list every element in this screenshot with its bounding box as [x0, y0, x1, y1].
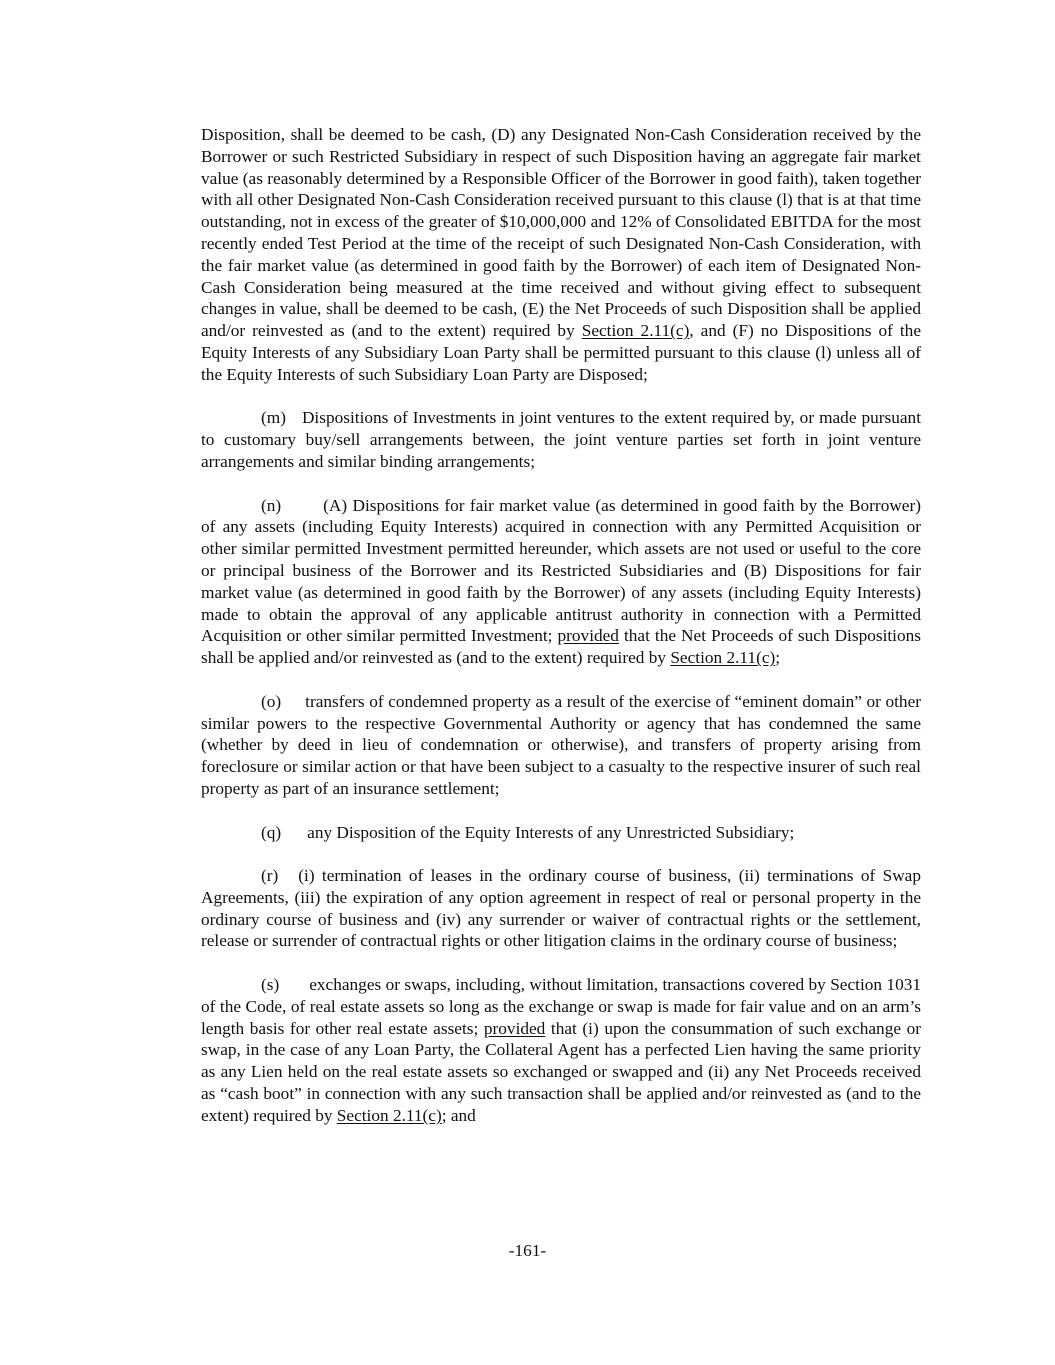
provided-term: provided	[557, 626, 619, 646]
section-reference: Section 2.11(c)	[581, 321, 690, 341]
section-reference: Section 2.11(c)	[336, 1105, 442, 1125]
text-run: , and (F) no Dispositions of the Equity Interests of any Subsidiary Loan Party shall be permitted pursuant to this clause (l) unless all of the Equity Interests of such Subsidiary Loan Party are Disposed;	[201, 321, 921, 384]
text-run: that (i) upon the consummation of such exchange or swap, in the case of any Loan Party, the Collateral Agent has a perfected Lien having the same priority as any Lien held on the real estate assets so exchanged or swapped and (ii) any Net Proceeds received as “cash boot” in connection with any such transaction shall be applied and/or reinvested as (and to the extent) required by	[201, 1018, 921, 1125]
text-run: any Disposition of the Equity Interests of any Unrestricted Subsidiary;	[307, 822, 795, 842]
provided-term: provided	[483, 1018, 546, 1038]
text-run: transfers of condemned property as a result of the exercise of “eminent domain” or other similar powers to the respective Governmental Authority or agency that has condemned the same (whether by deed in lieu of condemnation or otherwise), and transfers of property arising from foreclosure or similar action or that have been subject to a casualty to the respective insurer of such real property as part of an insurance settlement;	[201, 691, 921, 798]
text-run: exchanges or swaps, including, without limitation, transactions covered by Section 1031 of the Code, of real estate assets so long as the exchange or swap is made for fair value and on an arm’s length basis for other real estate assets;	[201, 975, 921, 1038]
paragraph-o	[201, 691, 921, 800]
paragraph-l-continuation	[201, 124, 921, 386]
paragraph-s	[201, 974, 921, 1127]
section-reference: Section 2.11(c)	[670, 648, 776, 668]
text-run: (i) termination of leases in the ordinary course of business, (ii) terminations of Swap Agreements, (iii) the expiration of any option agreement in respect of real or personal property in the ordinary course of business and (iv) any surrender or waiver of contractual rights or the settlement, release or surrender of contractual rights or other litigation claims in the ordinary course of business;	[201, 866, 921, 951]
text-run: (A) Dispositions for fair market value (as determined in good faith by the Borrower) of any assets (including Equity Interests) acquired in connection with any Permitted Acquisition or other similar permitted Investment permitted hereunder, which assets are not used or useful to the core or principal business of the Borrower and its Restricted Subsidiaries and (B) Dispositions for fair market value (as determined in good faith by the Borrower) of any assets (including Equity Interests) made to obtain the approval of any applicable antitrust authority in connection with a Permitted Acquisition or other similar permitted Investment;	[201, 495, 921, 646]
clause-label: (s)	[261, 975, 280, 995]
paragraph-n	[201, 495, 921, 669]
paragraph-r	[201, 865, 921, 952]
clause-label: (o)	[261, 691, 282, 711]
page-number: -161-	[508, 1241, 547, 1260]
clause-label: (r)	[261, 866, 279, 886]
paragraph-q	[201, 822, 921, 844]
paragraph-m	[201, 407, 921, 472]
clause-label: (q)	[261, 822, 282, 842]
clause-label: (n)	[261, 495, 282, 515]
text-run: Disposition, shall be deemed to be cash, (D) any Designated Non-Cash Consideration received by the Borrower or such Restricted Subsidiary in respect of such Disposition having an aggregate fair market value (as reasonably determined by a Responsible Officer of the Borrower in good faith), taken together with all other Designated Non-Cash Consideration received pursuant to this clause (l) that is at that time outstanding, not in excess of the greater of $10,000,000 and 12% of Consolidated EBITDA for the most recently ended Test Period at the time of the receipt of such Designated Non-Cash Consideration, with the fair market value (as determined in good faith by the Borrower) of each item of Designated Non-Cash Consideration being measured at the time received and without giving effect to subsequent changes in value, shall be deemed to be cash, (E) the Net Proceeds of such Disposition shall be applied and/or reinvested as (and to the extent) required by	[201, 125, 921, 341]
text-run: Dispositions of Investments in joint ventures to the extent required by, or made pursuant to customary buy/sell arrangements between, the joint venture parties set forth in joint venture arrangements and similar binding arrangements;	[201, 408, 921, 471]
text-run: that the Net Proceeds of such Dispositions shall be applied and/or reinvested as (and to the extent) required by	[201, 626, 921, 668]
clause-label: (m)	[261, 408, 286, 428]
document-body	[201, 124, 921, 1148]
text-run: ; and	[441, 1105, 476, 1125]
text-run: ;	[775, 648, 781, 668]
